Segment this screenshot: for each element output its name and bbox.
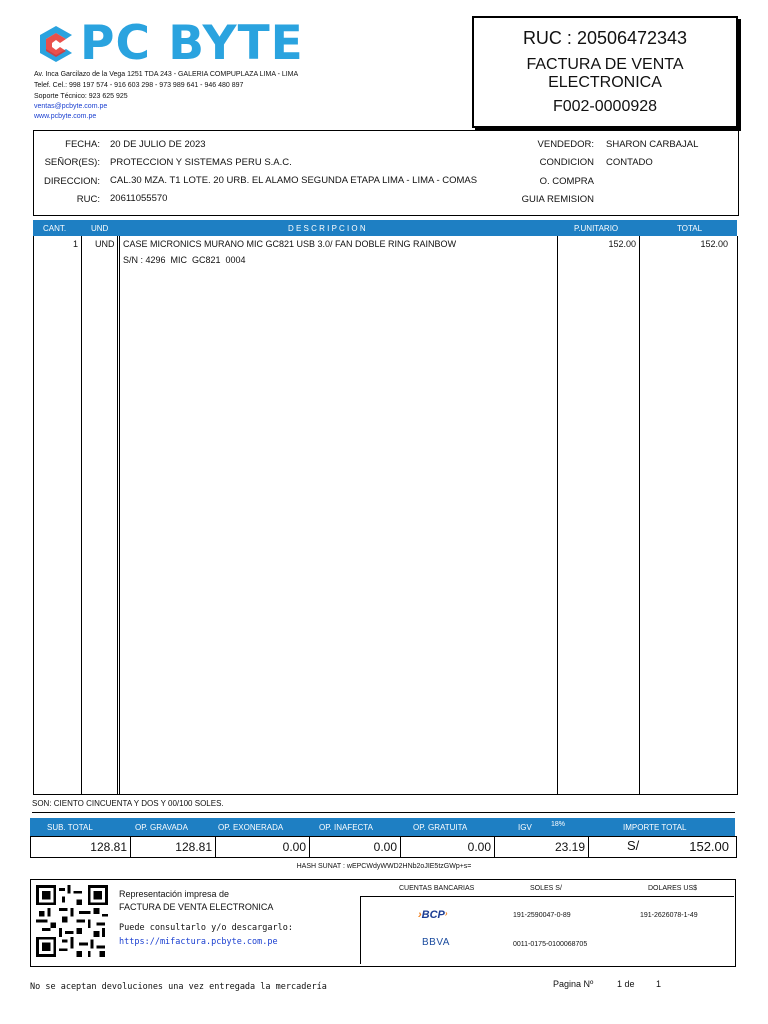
items-table: [33, 236, 738, 795]
op-inafecta-value: 0.00: [310, 837, 401, 857]
bcp-logo: ›BCP›: [418, 909, 448, 921]
bank-table-body: [360, 896, 735, 964]
consult-text: Puede consultarlo y/o descargarlo:: [119, 923, 293, 933]
igv-percent: 18%: [551, 821, 566, 828]
pagina-current: 1 de: [617, 979, 635, 989]
company-website-link[interactable]: www.pcbyte.com.pe: [34, 113, 97, 120]
direccion-label: DIRECCION:: [44, 176, 100, 187]
igv-label: IGV: [518, 823, 532, 832]
ruc-box: [472, 16, 738, 128]
sub-total-label: SUB. TOTAL: [47, 823, 93, 832]
document-type-line2: ELECTRONICA: [548, 74, 662, 91]
client-ruc-value: 20611055570: [110, 193, 168, 204]
bcp-logo-text: BCP: [421, 909, 445, 921]
senor-label: SEÑOR(ES):: [44, 157, 100, 168]
row-desc: CASE MICRONICS MURANO MIC GC821 USB 3.0/ FAN DOBLE RING RAINBOW: [123, 239, 457, 249]
document-type-line1: FACTURA DE VENTA: [526, 56, 684, 73]
ruc-number: RUC : 20506472343: [522, 28, 688, 48]
col-punit: P.UNITARIO: [574, 224, 619, 233]
company-email-link[interactable]: ventas@pcbyte.com.pe: [34, 103, 108, 110]
row-desc-serial: S/N : 4296 MIC GC821 0004: [123, 255, 246, 265]
bcp-dolares-account: 191-2626078-1-49: [640, 912, 698, 919]
importe-total-value: 152.00: [689, 839, 729, 854]
vendedor-value: SHARON CARBAJAL: [606, 139, 699, 150]
divider: [32, 812, 735, 813]
col-total: TOTAL: [677, 224, 703, 233]
bank-table-header: [360, 880, 734, 897]
pagina-total: 1: [656, 979, 662, 989]
logo-text: PC BYTE: [80, 16, 304, 71]
fecha-value: 20 DE JULIO DE 2023: [110, 139, 206, 150]
company-phones: Telef. Cel.: 998 197 574 - 916 603 298 - 973 989 641 - 946 480 897: [34, 82, 244, 89]
cuentas-label: CUENTAS BANCARIAS: [399, 885, 475, 892]
compra-label: O. COMPRA: [539, 176, 594, 187]
invoice-number: F002-0000928: [552, 98, 658, 115]
row-cant: 1: [72, 239, 78, 249]
importe-total-label: IMPORTE TOTAL: [623, 823, 687, 832]
direccion-value: CAL.30 MZA. T1 LOTE. 20 URB. EL ALAMO SEGUNDA ETAPA LIMA - LIMA - COMAS: [110, 175, 478, 186]
senor-value: PROTECCION Y SISTEMAS PERU S.A.C.: [110, 157, 292, 168]
hash-sunat: HASH SUNAT : wEPCWdyWWD2HNb2oJIE5tzGWp+s=: [296, 863, 472, 870]
items-table-header: [33, 220, 737, 236]
condicion-value: CONTADO: [606, 157, 653, 168]
op-exonerada-label: OP. EXONERADA: [218, 823, 284, 832]
fecha-label: FECHA:: [65, 139, 100, 150]
pagina-label: Pagina Nº: [553, 979, 594, 989]
row-punit: 152.00: [608, 239, 636, 249]
rep-line2: FACTURA DE VENTA ELECTRONICA: [119, 902, 274, 912]
op-gratuita-label: OP. GRATUITA: [413, 823, 468, 832]
soles-label: SOLES S/: [530, 885, 562, 892]
guia-label: GUIA REMISION: [521, 194, 594, 205]
pcbyte-logo-icon: [36, 24, 76, 64]
consult-url-link[interactable]: https://mifactura.pcbyte.com.pe: [119, 937, 278, 947]
row-total: 152.00: [700, 239, 728, 249]
igv-value: 23.19: [495, 837, 589, 857]
bbva-soles-account: 0011-0175-0100068705: [513, 941, 588, 948]
return-policy-note: No se aceptan devoluciones una vez entregada la mercadería: [30, 982, 327, 992]
row-und: UND: [95, 239, 115, 249]
op-inafecta-label: OP. INAFECTA: [319, 823, 373, 832]
vendedor-label: VENDEDOR:: [537, 139, 594, 150]
col-und: UND: [91, 224, 109, 233]
dolares-label: DOLARES US$: [648, 885, 698, 892]
condicion-label: CONDICION: [539, 157, 594, 168]
bbva-logo: BBVA: [422, 937, 450, 948]
op-gravada-value: 128.81: [131, 837, 216, 857]
totals-header: [30, 818, 735, 836]
col-cant: CANT.: [43, 224, 67, 233]
company-logo: [36, 16, 304, 71]
currency-symbol: S/: [627, 838, 640, 853]
client-ruc-label: RUC:: [76, 194, 100, 205]
op-gratuita-value: 0.00: [401, 837, 495, 857]
op-exonerada-value: 0.00: [216, 837, 310, 857]
son-text: SON: CIENTO CINCUENTA Y DOS Y 00/100 SOLES.: [32, 799, 224, 808]
qr-code-icon: [36, 885, 108, 957]
rep-line1: Representación impresa de: [119, 889, 230, 899]
op-gravada-label: OP. GRAVADA: [135, 823, 188, 832]
totals-row: [30, 836, 737, 858]
col-desc: D E S C R I P C I O N: [288, 224, 366, 233]
bcp-soles-account: 191-2590047-0-89: [513, 912, 571, 919]
company-address: Av. Inca Garcilazo de la Vega 1251 TDA 243 - GALERIA COMPUPLAZA LIMA - LIMA: [34, 71, 299, 78]
sub-total-value: 128.81: [31, 837, 131, 857]
company-support: Soporte Técnico: 923 625 925: [34, 93, 128, 100]
